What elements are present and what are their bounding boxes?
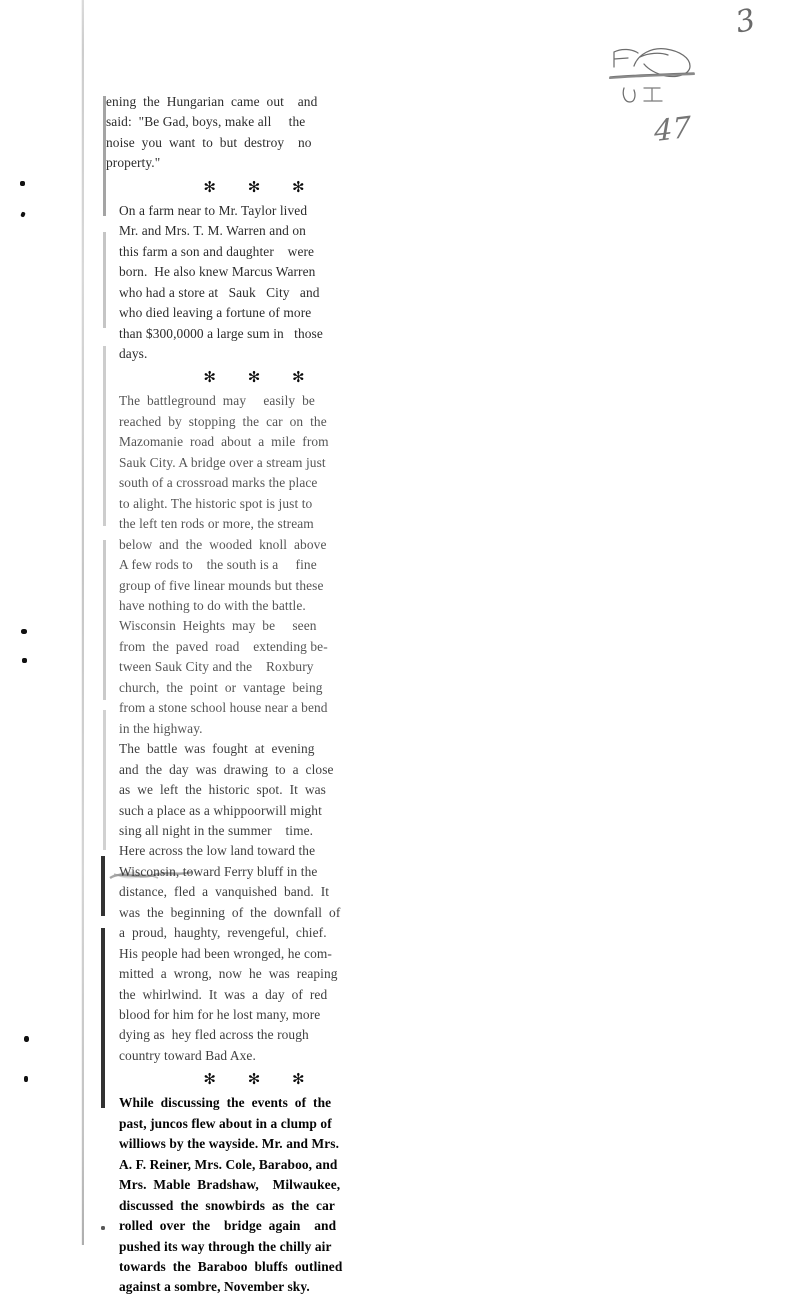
asterisk-divider: ✻ ✻ ✻ xyxy=(203,1072,319,1089)
text-line: ening the Hungarian came out and xyxy=(106,94,318,109)
asterisk-divider: ✻ ✻ ✻ xyxy=(203,179,319,196)
text-line: Wisconsin Heights may be seen xyxy=(119,618,317,634)
text-line: noise you want to but destroy no xyxy=(106,134,312,150)
margin-speck xyxy=(24,1036,29,1042)
text-line: dying as hey fled across the rough xyxy=(119,1027,309,1043)
text-line: group of five linear mounds but these xyxy=(119,577,324,593)
text-line: have nothing to do with the battle. xyxy=(119,597,306,613)
asterisk-divider: ✻ ✻ ✻ xyxy=(203,370,319,387)
text-line: Sauk City. A bridge over a stream just xyxy=(119,454,326,470)
text-line: in the highway. xyxy=(119,720,203,736)
handwritten-catalog-number: 47 xyxy=(653,109,692,149)
text-line: was the beginning of the downfall of xyxy=(119,904,341,920)
text-line: the whirlwind. It was a day of red xyxy=(119,986,328,1002)
text-line: who died leaving a fortune of more xyxy=(119,305,312,321)
text-line: from a stone school house near a bend xyxy=(119,700,328,716)
margin-speck xyxy=(101,1226,105,1230)
text-line: days. xyxy=(119,345,148,361)
clipping-cut-edge xyxy=(101,928,105,1108)
text-line: below and the wooded knoll above xyxy=(119,536,327,552)
paragraph xyxy=(106,92,402,174)
text-line: who had a store at Sauk City and xyxy=(119,284,320,300)
text-line: The battleground may easily be xyxy=(119,393,315,409)
text-line: A. F. Reiner, Mrs. Cole, Baraboo, and xyxy=(119,1156,338,1172)
text-line: property." xyxy=(106,155,161,171)
margin-speck xyxy=(21,629,27,634)
newspaper-clipping xyxy=(106,92,402,1298)
text-line: The battle was fought at evening xyxy=(119,741,315,757)
text-line: rolled over the bridge again and xyxy=(119,1218,337,1234)
text-line: to alight. The historic spot is just to xyxy=(119,495,313,511)
text-line: said: "Be Gad, boys, make all the xyxy=(106,114,306,130)
text-line: than $300,0000 a large sum in those xyxy=(119,325,323,341)
text-line: and the day was drawing to a close xyxy=(119,761,334,777)
text-line: While discussing the events of the xyxy=(119,1095,332,1111)
paragraph xyxy=(106,1093,402,1298)
clipping-cut-edge xyxy=(101,856,105,916)
text-line: against a sombre, November sky. xyxy=(119,1279,310,1295)
text-line: the left ten rods or more, the stream xyxy=(119,516,314,532)
text-line: born. He also knew Marcus Warren xyxy=(119,264,316,280)
margin-speck xyxy=(20,181,25,186)
text-line: On a farm near to Mr. Taylor lived xyxy=(119,202,308,218)
text-line: Mr. and Mrs. T. M. Warren and on xyxy=(119,223,306,239)
text-line: Wisconsin, toward Ferry bluff in the xyxy=(119,863,318,879)
text-line: Mazomanie road about a mile from xyxy=(119,434,329,450)
text-line: Mrs. Mable Bradshaw, Milwaukee, xyxy=(119,1177,341,1193)
text-line: past, juncos flew about in a clump of xyxy=(119,1115,332,1131)
paragraph xyxy=(106,739,402,1066)
text-line: Here across the low land toward the xyxy=(119,843,316,859)
text-line: distance, fled a vanquished band. It xyxy=(119,884,330,900)
text-line: church, the point or vantage being xyxy=(119,679,323,695)
text-line: towards the Baraboo bluffs outlined xyxy=(119,1259,343,1275)
page-binding-edge xyxy=(82,0,84,1245)
text-line: williows by the wayside. Mr. and Mrs. xyxy=(119,1136,340,1152)
text-line: reached by stopping the car on the xyxy=(119,413,327,429)
margin-speck xyxy=(20,211,25,217)
text-line: a proud, haughty, revengeful, chief. xyxy=(119,925,327,941)
text-line: south of a crossroad marks the place xyxy=(119,475,318,491)
handwritten-page-number: 3 xyxy=(732,2,759,41)
text-line: blood for him for he lost many, more xyxy=(119,1007,321,1023)
text-line: this farm a son and daughter were xyxy=(119,243,315,259)
text-line: pushed its way through the chilly air xyxy=(119,1238,332,1254)
clipping-text-column xyxy=(106,92,402,1298)
text-line: His people had been wronged, he com- xyxy=(119,945,332,961)
margin-speck xyxy=(24,1076,28,1082)
text-line: from the paved road extending be- xyxy=(119,638,328,654)
text-line: sing all night in the summer time. xyxy=(119,822,314,838)
text-line: country toward Bad Axe. xyxy=(119,1047,256,1063)
handwritten-archivist-scribble xyxy=(608,36,704,108)
paragraph xyxy=(106,616,402,739)
text-line: mitted a wrong, now he was reaping xyxy=(119,966,338,982)
text-line: such a place as a whippoorwill might xyxy=(119,802,322,818)
margin-speck xyxy=(22,658,27,663)
text-line: A few rods to the south is a fine xyxy=(119,557,317,573)
paragraph xyxy=(106,391,402,616)
text-line: discussed the snowbirds as the car xyxy=(119,1197,335,1213)
paragraph xyxy=(106,201,402,365)
text-line: as we left the historic spot. It was xyxy=(119,782,326,798)
text-line: tween Sauk City and the Roxbury xyxy=(119,659,314,675)
